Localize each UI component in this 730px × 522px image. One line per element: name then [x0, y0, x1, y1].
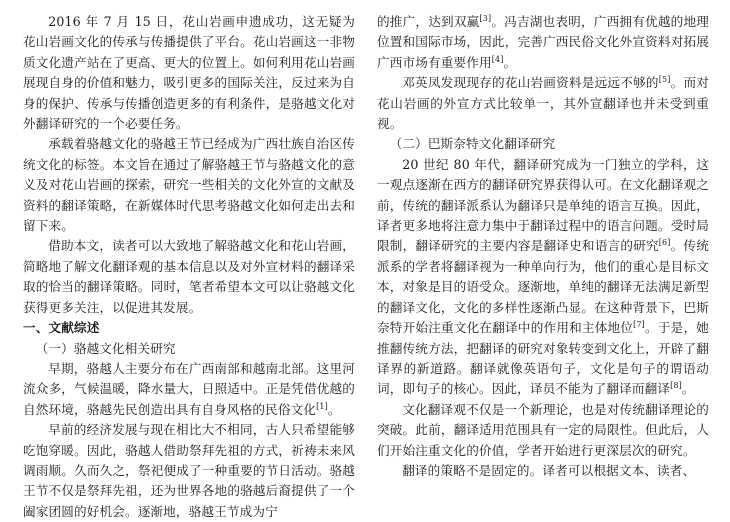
paragraph-text-tail: 。冯吉湖也表明，广西拥有优越的地理位置和国际市场，因此，完善广西民俗文化外宣资料对拓展广西市场有重要作用 — [377, 14, 709, 70]
paragraph-text: 借助本文，读者可以大致地了解骆越文化和花山岩画，简略地了解文化翻译观的基本信息以及对外宣材料的翻译采取的恰当的翻译策略。同时，笔者希望本文可以让骆越文化获得更多关注，以促进其发展。 — [23, 238, 355, 315]
paragraph-text: 翻译的策略不是固定的。译者可以根据文本、读者、 — [402, 462, 696, 478]
paragraph-huashan — [377, 73, 709, 134]
paragraph-intro-3 — [23, 236, 355, 318]
paragraph-intro-1 — [23, 12, 355, 134]
citation-mark: [3] — [479, 14, 492, 23]
right-column — [377, 12, 709, 511]
paragraph-text-tail: 。传统派系的学者将翻译视为一种单向行为，他们的重心是目标文本，对象是目的语受众。逐渐地，单纯的翻译无法满足新型的翻译文化，文化的多样性逐渐凸显。在这种背景下，巴斯奈特开始注重文化在翻译中的作用和主体地位 — [377, 238, 709, 336]
subsection-heading-1 — [23, 339, 355, 359]
paragraph-bassnett-3 — [377, 461, 709, 481]
paragraph-bassnett-2 — [377, 400, 709, 461]
subheading-text: （一）骆越文化相关研究 — [35, 340, 176, 356]
paragraph-text: 2016 年 7 月 15 日，花山岩画申遗成功，这无疑为花山岩画文化的传承与传播提供了平台。花山岩画这一非物质文化遗产站在了更高、更大的位置上。如何利用花山岩画展现自身的价值和魅力，吸引更多的国际关注，反过来为自身的保护、传承与传播创造更多的有利条件，是骆越文化对外翻译研究的一个必要任务。 — [23, 14, 355, 132]
heading-text: 一、文献综述 — [23, 320, 100, 336]
citation-mark: [5] — [658, 75, 671, 85]
subheading-text: （二）巴斯奈特文化翻译研究 — [389, 136, 556, 152]
paragraph-text-tail: 。而对花山岩画的外宣方式比较单一，其外宣翻译也并未受到重视。 — [377, 75, 710, 132]
citation-mark: [7] — [633, 320, 645, 330]
subsection-heading-2 — [377, 134, 709, 154]
paragraph-text-tail: 。 — [327, 401, 341, 417]
paragraph-luoyue-2 — [23, 420, 355, 522]
section-heading — [23, 318, 355, 338]
paragraph-text: 文化翻译观不仅是一个新理论，也是对传统翻译理论的突破。此前，翻译适用范围具有一定的局限性。但此后，人们开始注重文化的价值，学者开始进行更深层次的研究。 — [377, 401, 709, 458]
paragraph-luoyue-1 — [23, 359, 355, 420]
citation-mark: [1] — [316, 401, 328, 411]
paragraph-intro-2 — [23, 134, 355, 236]
citation-mark: [4] — [491, 54, 504, 64]
paragraph-text-tail: 。 — [503, 54, 517, 70]
paragraph-text: 早前的经济发展与现在相比大不相同，古人只希望能够吃饱穿暖。因此，骆越人借助祭拜先祖的方式，祈祷未来风调雨顺。久而久之，祭祀便成了一种重要的节日活动。骆越王节不仅是祭拜先祖，还为世界各地的骆越后裔提供了一个阖家团圆的好机会。逐渐地，骆越王节成为宁 — [23, 422, 355, 519]
paragraph-text-tail: 。于是，她推翻传统方法，把翻译的研究对象转变到文化上，开辟了翻译界的新道路。翻译就像英语句子，文化是句子的谓语动词，即句子的核心。因此，译员不能为了翻译而翻译 — [377, 320, 710, 397]
paragraph-continued — [377, 12, 709, 73]
paragraph-text: 的推广，达到双赢 — [377, 14, 480, 29]
paragraph-text: 邓英凤发现现存的花山岩画资料是远远不够的 — [402, 75, 659, 91]
paragraph-text-tail: 。 — [681, 381, 695, 397]
paragraph-bassnett-1 — [377, 155, 709, 400]
paragraph-text: 承载着骆越文化的骆越王节已经成为广西壮族自治区传统文化的标签。本文旨在通过了解骆越王节与骆越文化的意义及对花山岩画的探索，研究一些相关的文化外宣的文献及资料的翻译策略，在新媒体时代思考骆越文化如何走出去和留下来。 — [23, 136, 355, 234]
paragraph-text: 20 世纪 80 年代，翻译研究成为一门独立的学科，这一观点逐渐在西方的翻译研究界获得认可。在文化翻译观之前，传统的翻译派系认为翻译只是单纯的语言互换。因此，译者更多地将注意力集中于翻译过程中的语言问题。受时局限制，翻译研究的主要内容是翻译史和语言的研究 — [377, 156, 709, 254]
left-column — [23, 12, 355, 519]
citation-mark: [8] — [670, 381, 682, 391]
citation-mark: [6] — [658, 238, 671, 248]
paragraph-text: 早期，骆越人主要分布在广西南部和越南北部。这里河流众多，气候温暖，降水量大，日照适中。正是凭借优越的自然环境，骆越先民创造出具有自身风格的民俗文化 — [23, 360, 355, 417]
